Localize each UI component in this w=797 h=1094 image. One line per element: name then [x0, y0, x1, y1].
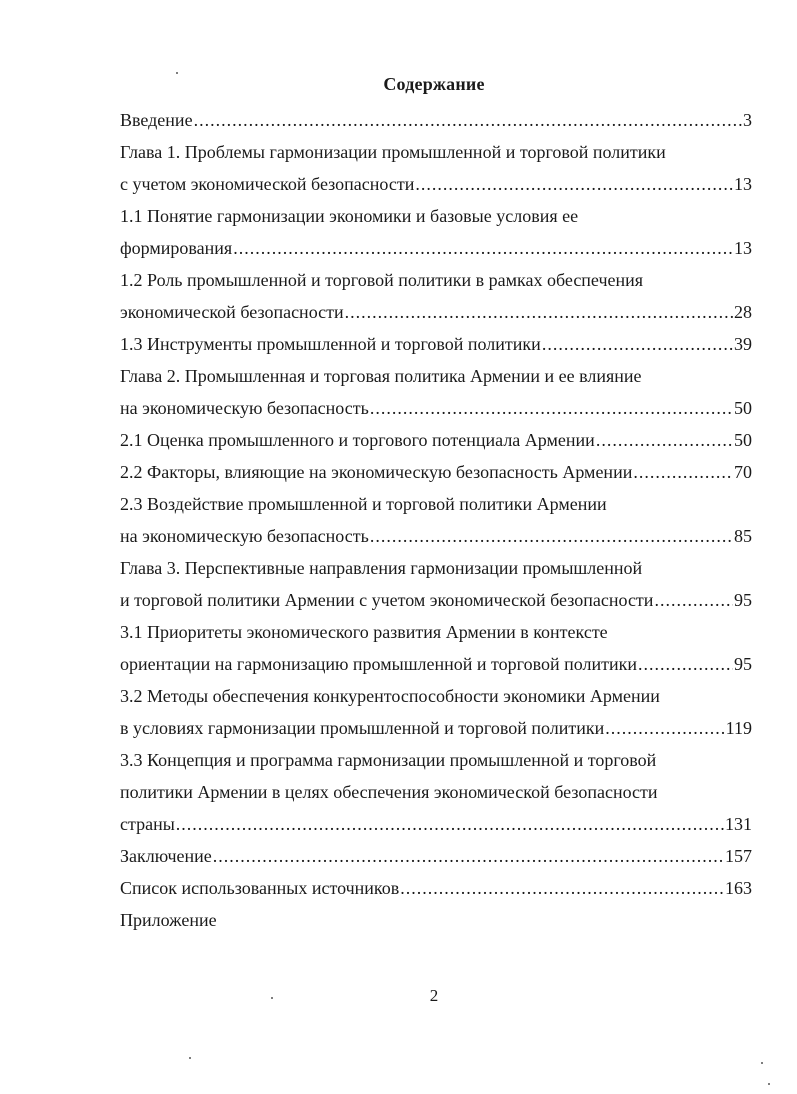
- toc-entry-section-1-2: [120, 264, 752, 296]
- toc-title: Содержание: [383, 74, 485, 94]
- toc-entry-page: 13: [734, 174, 752, 194]
- toc-entry-references: [120, 872, 752, 904]
- scan-speck: [271, 997, 273, 999]
- toc-entry-text: на экономическую безопасность: [120, 398, 369, 418]
- toc-entry-section-2-3-cont: [120, 520, 752, 552]
- toc-entry-section-1-1: [120, 200, 752, 232]
- toc-entry-section-3-2: [120, 680, 752, 712]
- dot-leader: [415, 168, 733, 200]
- scan-speck: [761, 1062, 763, 1064]
- toc-entry-text: Приложение: [120, 910, 217, 930]
- toc-entry-text: Глава 3. Перспективные направления гармонизации промышленной: [120, 558, 643, 578]
- dot-leader: [638, 648, 733, 680]
- toc-entry-section-3-3-cont: [120, 776, 752, 808]
- toc-entry-section-1-1-cont: [120, 232, 752, 264]
- toc-entry-text: страны: [120, 814, 175, 834]
- dot-leader: [633, 456, 733, 488]
- toc-entry-page: 157: [725, 846, 752, 866]
- dot-leader: [213, 840, 724, 872]
- dot-leader: [233, 232, 733, 264]
- toc-entry-section-3-1-cont: [120, 648, 752, 680]
- toc-entry-text: 1.2 Роль промышленной и торговой политики в рамках обеспечения: [120, 270, 644, 290]
- dot-leader: [370, 392, 733, 424]
- dot-leader: [176, 808, 724, 840]
- toc-entry-page: 39: [734, 334, 752, 354]
- scan-speck: [768, 1083, 770, 1085]
- toc-entry-section-2-2: [120, 456, 752, 488]
- toc-entry-text: и торговой политики Армении с учетом экономической безопасности: [120, 590, 654, 610]
- toc-entry-page: 85: [734, 526, 752, 546]
- toc-entry-text: 2.2 Факторы, влияющие на экономическую безопасность Армении: [120, 462, 633, 482]
- table-of-contents: [120, 104, 752, 936]
- toc-entry-section-3-3-end: [120, 808, 752, 840]
- toc-entry-section-3-1: [120, 616, 752, 648]
- toc-entry-text: Список использованных источников: [120, 878, 400, 898]
- toc-entry-chapter-2: [120, 360, 752, 392]
- toc-entry-page: 119: [725, 718, 752, 738]
- dot-leader: [542, 328, 733, 360]
- toc-entry-section-3-2-cont: [120, 712, 752, 744]
- toc-entry-section-3-3: [120, 744, 752, 776]
- toc-entry-text: 3.3 Концепция и программа гармонизации промышленной и торговой: [120, 750, 657, 770]
- scan-speck: [176, 72, 178, 74]
- toc-entry-chapter-1-cont: [120, 168, 752, 200]
- toc-entry-page: 50: [734, 430, 752, 450]
- toc-entry-text: политики Армении в целях обеспечения экономической безопасности: [120, 782, 658, 802]
- toc-entry-page: 95: [734, 590, 752, 610]
- toc-entry-section-1-2-cont: [120, 296, 752, 328]
- toc-entry-text: 3.2 Методы обеспечения конкурентоспособности экономики Армении: [120, 686, 660, 706]
- toc-entry-chapter-1: [120, 136, 752, 168]
- toc-entry-page: 70: [734, 462, 752, 482]
- toc-entry-page: 131: [725, 814, 752, 834]
- dot-leader: [400, 872, 724, 904]
- dot-leader: [370, 520, 733, 552]
- toc-entry-page: 28: [734, 302, 752, 322]
- toc-entry-text: Глава 1. Проблемы гармонизации промышленной и торговой политики: [120, 142, 666, 162]
- toc-entry-text: 3.1 Приоритеты экономического развития Армении в контексте: [120, 622, 608, 642]
- toc-entry-page: 95: [734, 654, 752, 674]
- toc-entry-text: Глава 2. Промышленная и торговая политика Армении и ее влияние: [120, 366, 642, 386]
- toc-entry-section-2-1: [120, 424, 752, 456]
- toc-entry-text: Заключение: [120, 846, 212, 866]
- dot-leader: [345, 296, 733, 328]
- toc-entry-page: 50: [734, 398, 752, 418]
- toc-entry-conclusion: [120, 840, 752, 872]
- dot-leader: [605, 712, 724, 744]
- dot-leader: [194, 104, 742, 136]
- toc-entry-section-1-3: [120, 328, 752, 360]
- toc-entry-text: 2.1 Оценка промышленного и торгового потенциала Армении: [120, 430, 595, 450]
- dot-leader: [596, 424, 733, 456]
- toc-entry-section-2-3: [120, 488, 752, 520]
- toc-entry-page: 13: [734, 238, 752, 258]
- toc-entry-text: ориентации на гармонизацию промышленной и торговой политики: [120, 654, 638, 674]
- scan-speck: [189, 1057, 191, 1059]
- toc-entry-chapter-3: [120, 552, 752, 584]
- toc-entry-text: 2.3 Воздействие промышленной и торговой политики Армении: [120, 494, 607, 514]
- toc-entry-text: 1.3 Инструменты промышленной и торговой политики: [120, 334, 541, 354]
- toc-entry-text: экономической безопасности: [120, 302, 344, 322]
- toc-entry-appendix: [120, 904, 752, 936]
- toc-entry-text: формирования: [120, 238, 233, 258]
- toc-entry-text: на экономическую безопасность: [120, 526, 369, 546]
- dot-leader: [654, 584, 733, 616]
- toc-entry-page: 3: [743, 110, 752, 130]
- toc-entry-text: 1.1 Понятие гармонизации экономики и базовые условия ее: [120, 206, 579, 226]
- toc-entry-chapter-2-cont: [120, 392, 752, 424]
- toc-entry-text: в условиях гармонизации промышленной и торговой политики: [120, 718, 605, 738]
- page-number: 2: [429, 986, 439, 1005]
- toc-entry-text: Введение: [120, 110, 193, 130]
- toc-entry-chapter-3-cont: [120, 584, 752, 616]
- toc-entry-introduction: [120, 104, 752, 136]
- toc-entry-page: 163: [725, 878, 752, 898]
- toc-entry-text: с учетом экономической безопасности: [120, 174, 415, 194]
